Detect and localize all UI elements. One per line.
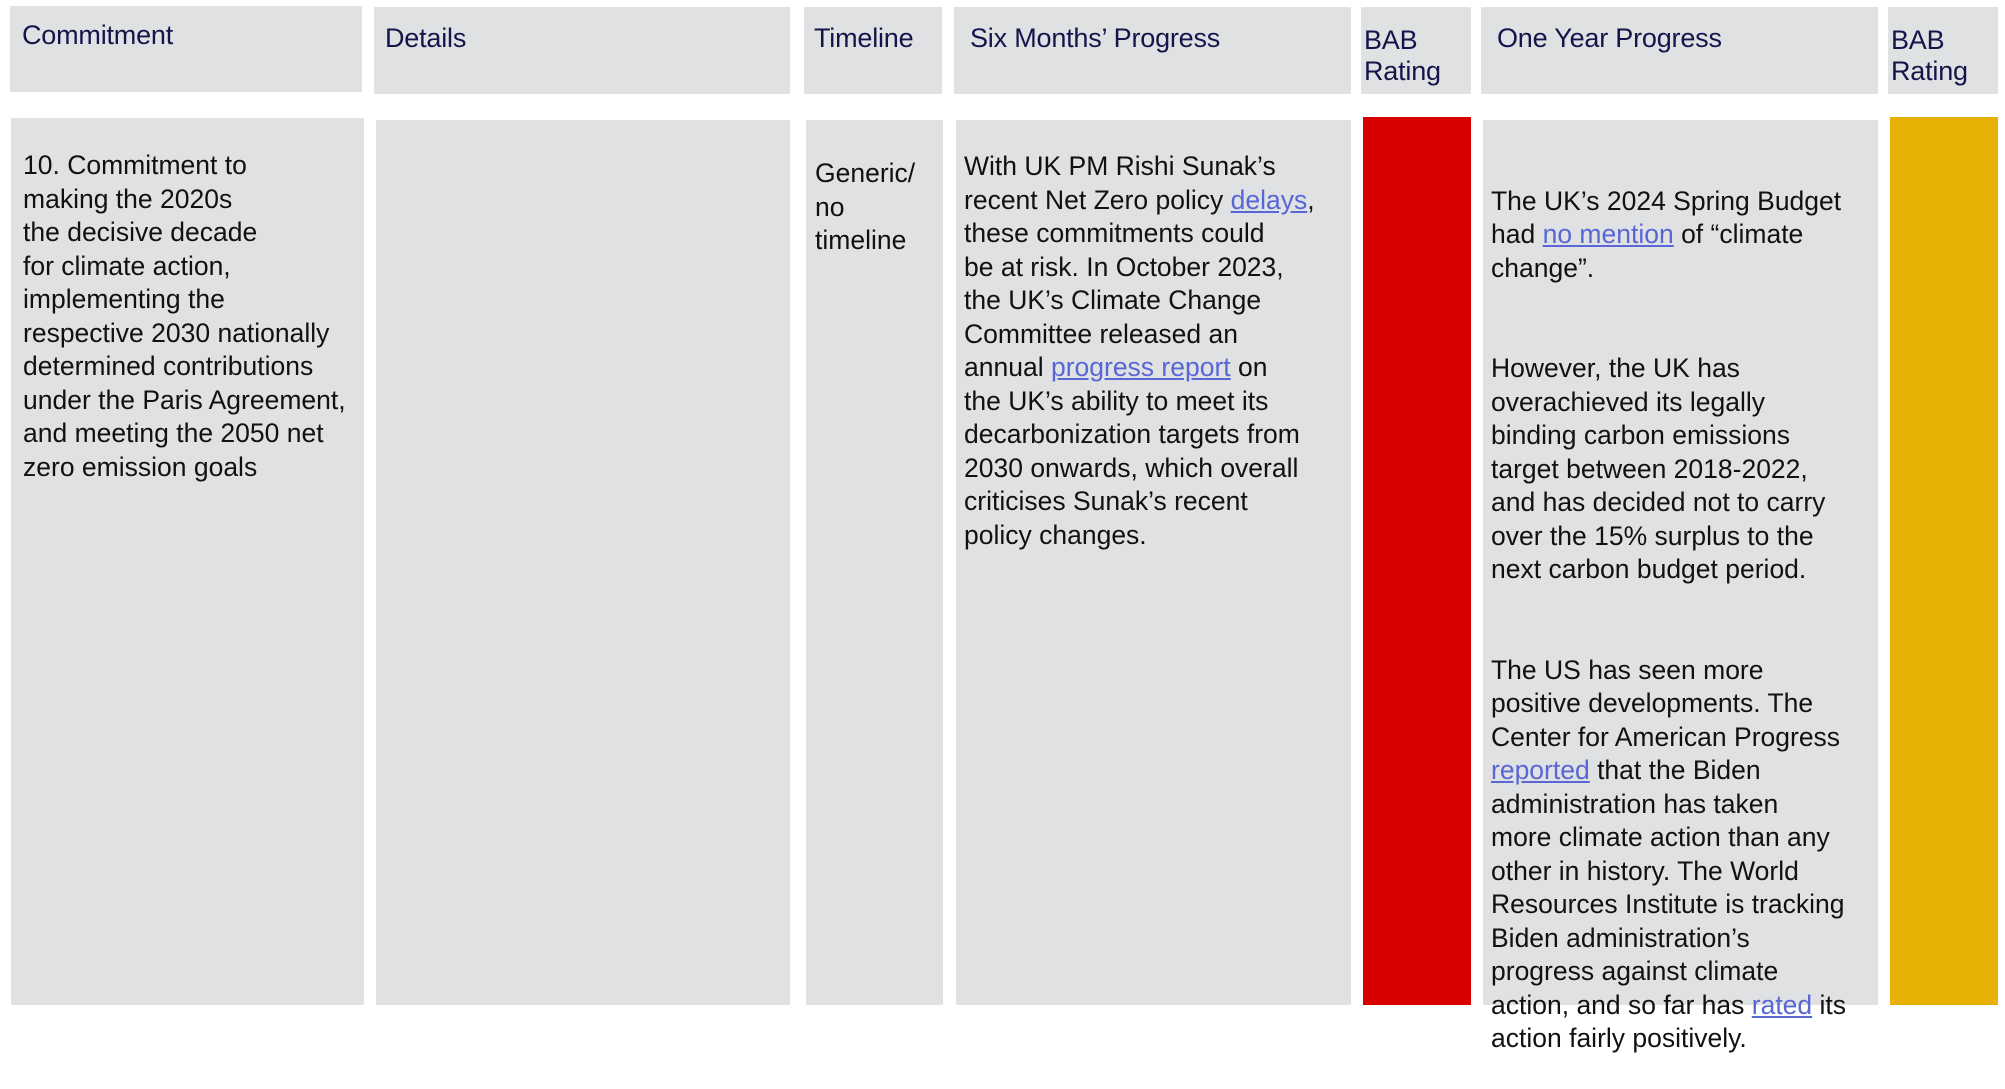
six-months-text-part-3: on the UK’s ability to meet its decarbonization targets from 2030 onwards, which overall criticises Sunak’s recent policy changes.: [964, 352, 1300, 550]
one-year-paragraph-1: The UK’s 2024 Spring Budget had no mention of “climate change”.: [1491, 185, 1842, 283]
rated-link[interactable]: rated: [1751, 989, 1813, 1020]
one-year-paragraph-2: However, the UK has overachieved its legally binding carbon emissions target between 2018-2022, and has decided not to carry over the 15% surplus to the next carbon budget period.: [1491, 353, 1826, 584]
header-timeline-cell: [804, 7, 942, 94]
six-months-text-part-1: With UK PM Rishi Sunak’s recent Net Zero policy: [964, 151, 1276, 215]
header-bab-rating-six-months: BAB Rating: [1364, 25, 1441, 86]
delays-link[interactable]: delays: [1230, 184, 1308, 215]
six-months-text: [964, 150, 1315, 552]
header-bab-rating-one-year-cell: [1888, 7, 1998, 94]
details-cell: [376, 120, 790, 1005]
header-one-year-cell: [1481, 7, 1878, 94]
header-six-months: Six Months’ Progress: [970, 23, 1221, 53]
header-commitment-cell: [10, 6, 362, 92]
no-mention-link[interactable]: no mention: [1542, 219, 1674, 249]
header-bab-rating-six-months-cell: [1361, 7, 1471, 94]
header-timeline: Timeline: [814, 23, 914, 53]
header-details-cell: [374, 7, 790, 94]
bab-rating-six-months-swatch: [1363, 117, 1471, 1005]
header-one-year: One Year Progress: [1497, 23, 1722, 53]
reported-link[interactable]: reported: [1491, 755, 1590, 785]
header-details: Details: [385, 23, 467, 53]
header-commitment: Commitment: [22, 20, 174, 50]
one-year-text: [1491, 151, 1846, 1089]
one-year-cell: [1483, 120, 1878, 1053]
bab-rating-one-year-swatch: [1890, 117, 1998, 1005]
commitment-text: 10. Commitment to making the 2020s the decisive decade for climate action, implementing the respective 2030 nationally determined contributions under the Paris Agreement, and meeting the 2050 net zero emission goals: [23, 150, 346, 482]
header-bab-rating-one-year: BAB Rating: [1891, 25, 1968, 86]
timeline-text: Generic/ no timeline: [815, 158, 916, 255]
six-months-cell: [956, 120, 1351, 1005]
one-year-paragraph-3: The US has seen more positive developments. The Center for American Progress reported that the Biden administration has taken more climate action than any other in history. The World Resources Institute is tracking Biden administration’s progress against climate action, and so far has rated its action fairly positively.: [1491, 654, 1847, 1053]
commitment-cell: [11, 118, 364, 1005]
progress-report-link[interactable]: progress report: [1050, 352, 1231, 382]
six-months-text-part-2: , these commitments could be at risk. In October 2023, the UK’s Climate Change Committee released an annual: [964, 184, 1315, 382]
timeline-cell: [806, 120, 943, 1005]
header-six-months-cell: [954, 7, 1351, 94]
